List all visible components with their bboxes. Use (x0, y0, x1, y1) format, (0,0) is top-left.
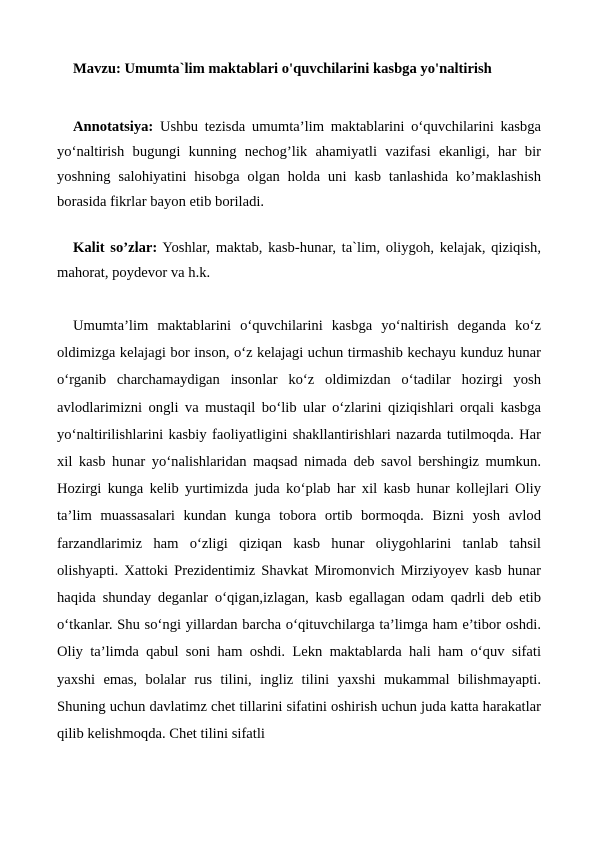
keywords-paragraph (57, 236, 541, 286)
keywords-label: Kalit so’zlar: (73, 240, 158, 256)
abstract-label: Annotatsiya: (73, 119, 154, 135)
document-title: Mavzu: Umumta`lim maktablari o'quvchilarini kasbga yo'naltirish (73, 61, 492, 77)
abstract-text: Ushbu tezisda umumta’lim maktablarini o‘quvchilarini kasbga yo‘naltirish bugungi kunning nechog’lik ahamiyatli vazifasi ekanligi, har bir yoshning salohiyatini hisobga olgan holda uni kasb tanlashida ko’maklashish borasida fikrlar bayon etib boriladi. (57, 119, 541, 210)
body-paragraph: Umumta’lim maktablarini o‘quvchilarini kasbga yo‘naltirish deganda ko‘z oldimizga kelajagi bor inson, o‘z kelajagi uchun tirmashib kechayu kunduz hunar o‘rganib charchamaydigan insonlar ko‘z oldimizdan o‘tadilar hozirgi yosh avlodlarimizni ongli va mustaqil bo‘lib ular o‘zlarini qiziqishlari orqali kasbga yo‘naltirilishlarini kasbiy faoliyatligini shakllantirishlari nazarda tutilmoqda. Har xil kasb hunar yo‘nalishlaridan maqsad nimada deb savol bershingiz mumkun. Hozirgi kunga kelib yurtimizda juda ko‘plab har xil kasb hunar kollejlari Oliy ta’lim muassasalari kundan kunga tobora ortib bormoqda. Bizni yosh avlod farzandlarimiz ham o‘zligi qiziqan kasb hunar oliygohlarini tanlab tahsil olishyapti. Xattoki Prezidentimiz Shavkat Miromonvich Mirziyoyev kasb hunar haqida shunday deganlar o‘qigan,izlagan, kasb egallagan odam qadrli deb etib o‘tkanlar. Shu so‘ngi yillardan barcha o‘qituvchilarga ta’limga ham e’tibor oshdi. Oliy ta’limda qabul soni ham oshdi. Lekn maktablarda hali ham o‘quv sifati yaxshi emas, bolalar rus tilini, ingliz tilini yaxshi mukammal bilishmayapti. Shuning uchun davlatimz chet tillarini sifatini oshirish uchun juda katta harakatlar qilib kelishmoqda. Chet tilini sifatli (57, 318, 541, 743)
keywords-text: Yoshlar, maktab, kasb-hunar, ta`lim, oliygoh, kelajak, qiziqish, mahorat, poydevor va h.k. (57, 240, 541, 281)
abstract-paragraph (57, 115, 541, 215)
